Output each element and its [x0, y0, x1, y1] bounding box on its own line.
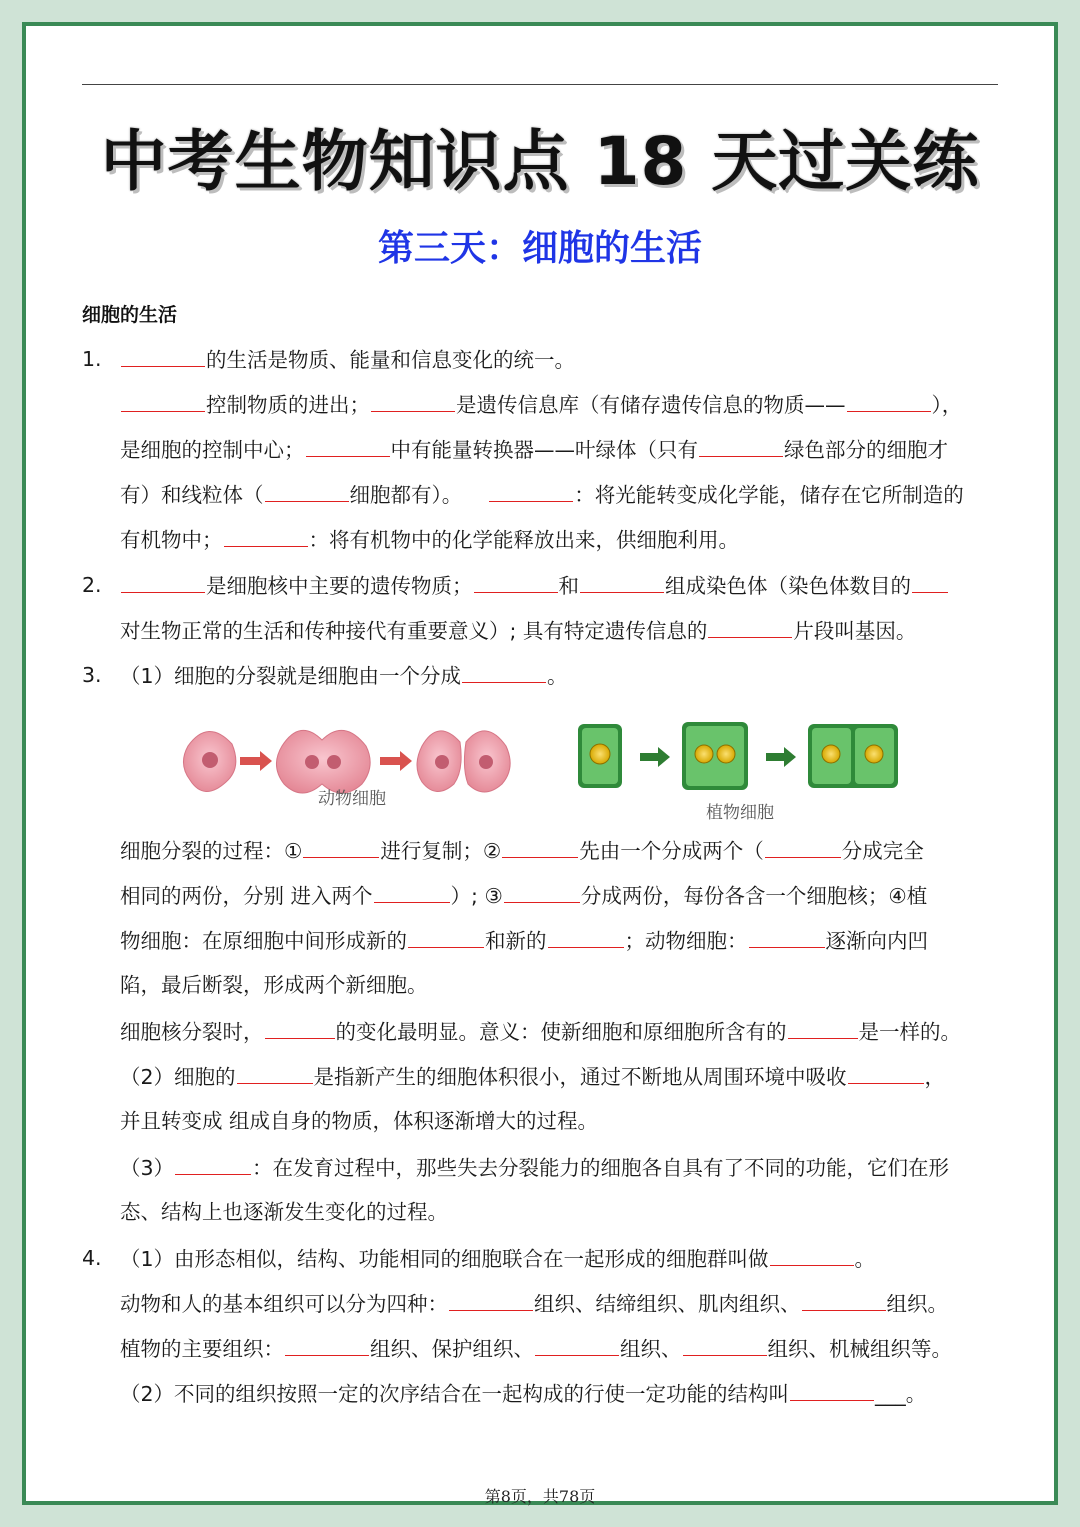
answer-blank[interactable]	[502, 837, 578, 858]
answer-blank[interactable]	[121, 572, 205, 593]
q3-line-4	[120, 927, 928, 954]
q1-text: ），	[931, 393, 963, 417]
top-rule	[82, 84, 998, 85]
answer-blank[interactable]	[683, 1335, 767, 1356]
q1-line-1	[120, 346, 575, 373]
q1-text: 是遗传信息库（有储存遗传信息的物质——	[456, 393, 846, 417]
q3-text: 细胞核分裂时，	[120, 1020, 264, 1044]
plant-cell-stage-1	[578, 724, 622, 788]
q3-text: 和新的	[485, 929, 547, 953]
answer-blank[interactable]	[265, 1018, 335, 1039]
animal-cell-stage-1	[183, 731, 235, 791]
q4-text: 组织、结缔组织、肌肉组织、	[534, 1292, 801, 1316]
answer-blank[interactable]	[788, 1018, 858, 1039]
answer-blank[interactable]	[374, 882, 450, 903]
q2-text: 组成染色体（染色体数目的	[665, 574, 911, 598]
q4-line-1	[120, 1245, 875, 1272]
question-number: 4.	[82, 1246, 102, 1270]
answer-blank[interactable]	[175, 1154, 251, 1175]
plant-cell-caption: 植物细胞	[706, 803, 774, 823]
answer-blank[interactable]	[699, 436, 783, 457]
question-number: 2.	[82, 573, 102, 597]
q1-text: 有）和线粒体（	[120, 483, 264, 507]
q1-text: 绿色部分的细胞才	[784, 438, 948, 462]
q3-text: ）; ③	[450, 884, 503, 908]
q4-line-2	[120, 1290, 948, 1317]
q3-text: 分成完全	[841, 839, 924, 863]
page-title: 中考生物知识点 18 天过关练	[100, 123, 980, 200]
q3-text: 是指新产生的细胞体积很小，通过不断地从周围环境中吸收	[313, 1065, 847, 1089]
q3-text: 相同的两份，分别 进入两个	[120, 884, 373, 908]
q3-line-2	[120, 837, 924, 864]
q3-line-3	[120, 882, 927, 909]
answer-blank[interactable]	[371, 391, 455, 412]
q2-line-1	[120, 572, 949, 599]
q2-text: 和	[558, 574, 579, 598]
q1-text: 中有能量转换器——叶绿体（只有	[390, 438, 698, 462]
question-number: 1.	[82, 347, 102, 371]
answer-blank[interactable]	[306, 436, 390, 457]
q4-text: 植物的主要组织：	[120, 1337, 284, 1361]
q3-text: 物细胞：在原细胞中间形成新的	[120, 929, 407, 953]
q3-line-6	[120, 1018, 961, 1045]
answer-blank[interactable]	[474, 572, 558, 593]
q4-text: 组织、机械组织等。	[767, 1337, 952, 1361]
q3-line-10: 态、结构上也逐渐发生变化的过程。	[120, 1200, 448, 1224]
answer-blank[interactable]	[224, 526, 308, 547]
answer-blank[interactable]	[802, 1290, 886, 1311]
answer-blank[interactable]	[912, 572, 948, 593]
answer-blank[interactable]	[449, 1290, 533, 1311]
q3-text: 进行复制；②	[380, 839, 502, 863]
q1-text: ：将有机物中的化学能释放出来，供细胞利用。	[308, 528, 739, 552]
q1-text: 是细胞的控制中心；	[120, 438, 305, 462]
answer-blank[interactable]	[535, 1335, 619, 1356]
answer-blank[interactable]	[749, 927, 825, 948]
q2-text: 对生物正常的生活和传种接代有重要意义）; 具有特定遗传信息的	[120, 619, 708, 643]
answer-blank[interactable]	[504, 882, 580, 903]
q4-text: 。	[854, 1247, 876, 1271]
arrow-icon	[380, 751, 412, 771]
answer-blank[interactable]	[462, 662, 546, 683]
answer-blank[interactable]	[489, 481, 573, 502]
q3-text: 逐渐向内凹	[825, 929, 928, 953]
page-number: 第8页，共78页	[484, 1487, 596, 1506]
q1-line-4	[120, 481, 964, 508]
q4-text: 组织。	[886, 1292, 948, 1316]
q4-text: 组织、保护组织、	[370, 1337, 534, 1361]
q4-text: ___。	[875, 1382, 927, 1406]
q2-text: 片段叫基因。	[793, 619, 917, 643]
q3-text: ，	[924, 1065, 946, 1089]
answer-blank[interactable]	[765, 837, 841, 858]
answer-blank[interactable]	[847, 391, 931, 412]
q4-text: 动物和人的基本组织可以分为四种：	[120, 1292, 448, 1316]
q3-line-1	[120, 662, 568, 689]
q1-text: 的生活是物质、能量和信息变化的统一。	[206, 348, 575, 372]
animal-cell-stage-3	[417, 731, 510, 792]
q3-text: 是一样的。	[858, 1020, 961, 1044]
q1-text: 有机物中；	[120, 528, 223, 552]
q3-text: ；动物细胞：	[624, 929, 748, 953]
q3-line-5: 陷，最后断裂，形成两个新细胞。	[120, 973, 428, 997]
plant-cell-stage-3	[808, 724, 898, 788]
q3-text: （2）细胞的	[120, 1065, 236, 1089]
answer-blank[interactable]	[548, 927, 624, 948]
q2-line-2	[120, 617, 916, 644]
q3-text: （3）	[120, 1156, 175, 1180]
arrow-icon	[766, 747, 796, 767]
answer-blank[interactable]	[265, 481, 349, 502]
answer-blank[interactable]	[770, 1245, 854, 1266]
q3-line-7	[120, 1063, 945, 1090]
q3-text: 细胞分裂的过程：①	[120, 839, 303, 863]
q3-text: 先由一个分成两个（	[579, 839, 764, 863]
q3-line-8: 并且转变成 组成自身的物质，体积逐渐增大的过程。	[120, 1109, 599, 1133]
answer-blank[interactable]	[408, 927, 484, 948]
cell-division-illustration	[180, 710, 910, 825]
q4-text: （1）由形态相似，结构、功能相同的细胞联合在一起形成的细胞群叫做	[120, 1247, 769, 1271]
answer-blank[interactable]	[237, 1063, 313, 1084]
arrow-icon	[240, 751, 272, 771]
q1-text: 控制物质的进出；	[206, 393, 370, 417]
q4-line-4	[120, 1380, 926, 1407]
section-heading: 细胞的生活	[82, 304, 178, 326]
q3-text: 的变化最明显。意义：使新细胞和原细胞所含有的	[335, 1020, 787, 1044]
answer-blank[interactable]	[708, 617, 792, 638]
q1-text: 细胞都有）。	[349, 483, 463, 507]
answer-blank[interactable]	[848, 1063, 924, 1084]
q1-text: ：将光能转变成化学能，储存在它所制造的	[574, 483, 964, 507]
answer-blank[interactable]	[580, 572, 664, 593]
answer-blank[interactable]	[285, 1335, 369, 1356]
cell-division-figure	[180, 710, 910, 825]
q1-line-2	[120, 391, 962, 418]
animal-cell-caption: 动物细胞	[318, 789, 386, 809]
q3-text: 分成两份，每份各含一个细胞核；④植	[580, 884, 928, 908]
q1-line-3	[120, 436, 948, 463]
q4-text: （2）不同的组织按照一定的次序结合在一起构成的行使一定功能的结构叫	[120, 1382, 790, 1406]
question-number: 3.	[82, 663, 102, 687]
answer-blank[interactable]	[303, 837, 379, 858]
q4-line-3	[120, 1335, 952, 1362]
answer-blank[interactable]	[121, 346, 205, 367]
q2-text: 是细胞核中主要的遗传物质；	[206, 574, 473, 598]
q3-text: ：在发育过程中，那些失去分裂能力的细胞各自具有了不同的功能，它们在形	[252, 1156, 950, 1180]
plant-cell-stage-2	[682, 722, 748, 790]
q4-text: 组织、	[620, 1337, 682, 1361]
page-subtitle: 第三天：细胞的生活	[377, 228, 702, 269]
q1-line-5	[120, 526, 739, 553]
q3-line-9	[120, 1154, 949, 1181]
arrow-icon	[640, 747, 670, 767]
q3-text: 。	[547, 664, 568, 688]
answer-blank[interactable]	[121, 391, 205, 412]
q3-text: （1）细胞的分裂就是细胞由一个分成	[120, 664, 462, 688]
answer-blank[interactable]	[790, 1380, 874, 1401]
